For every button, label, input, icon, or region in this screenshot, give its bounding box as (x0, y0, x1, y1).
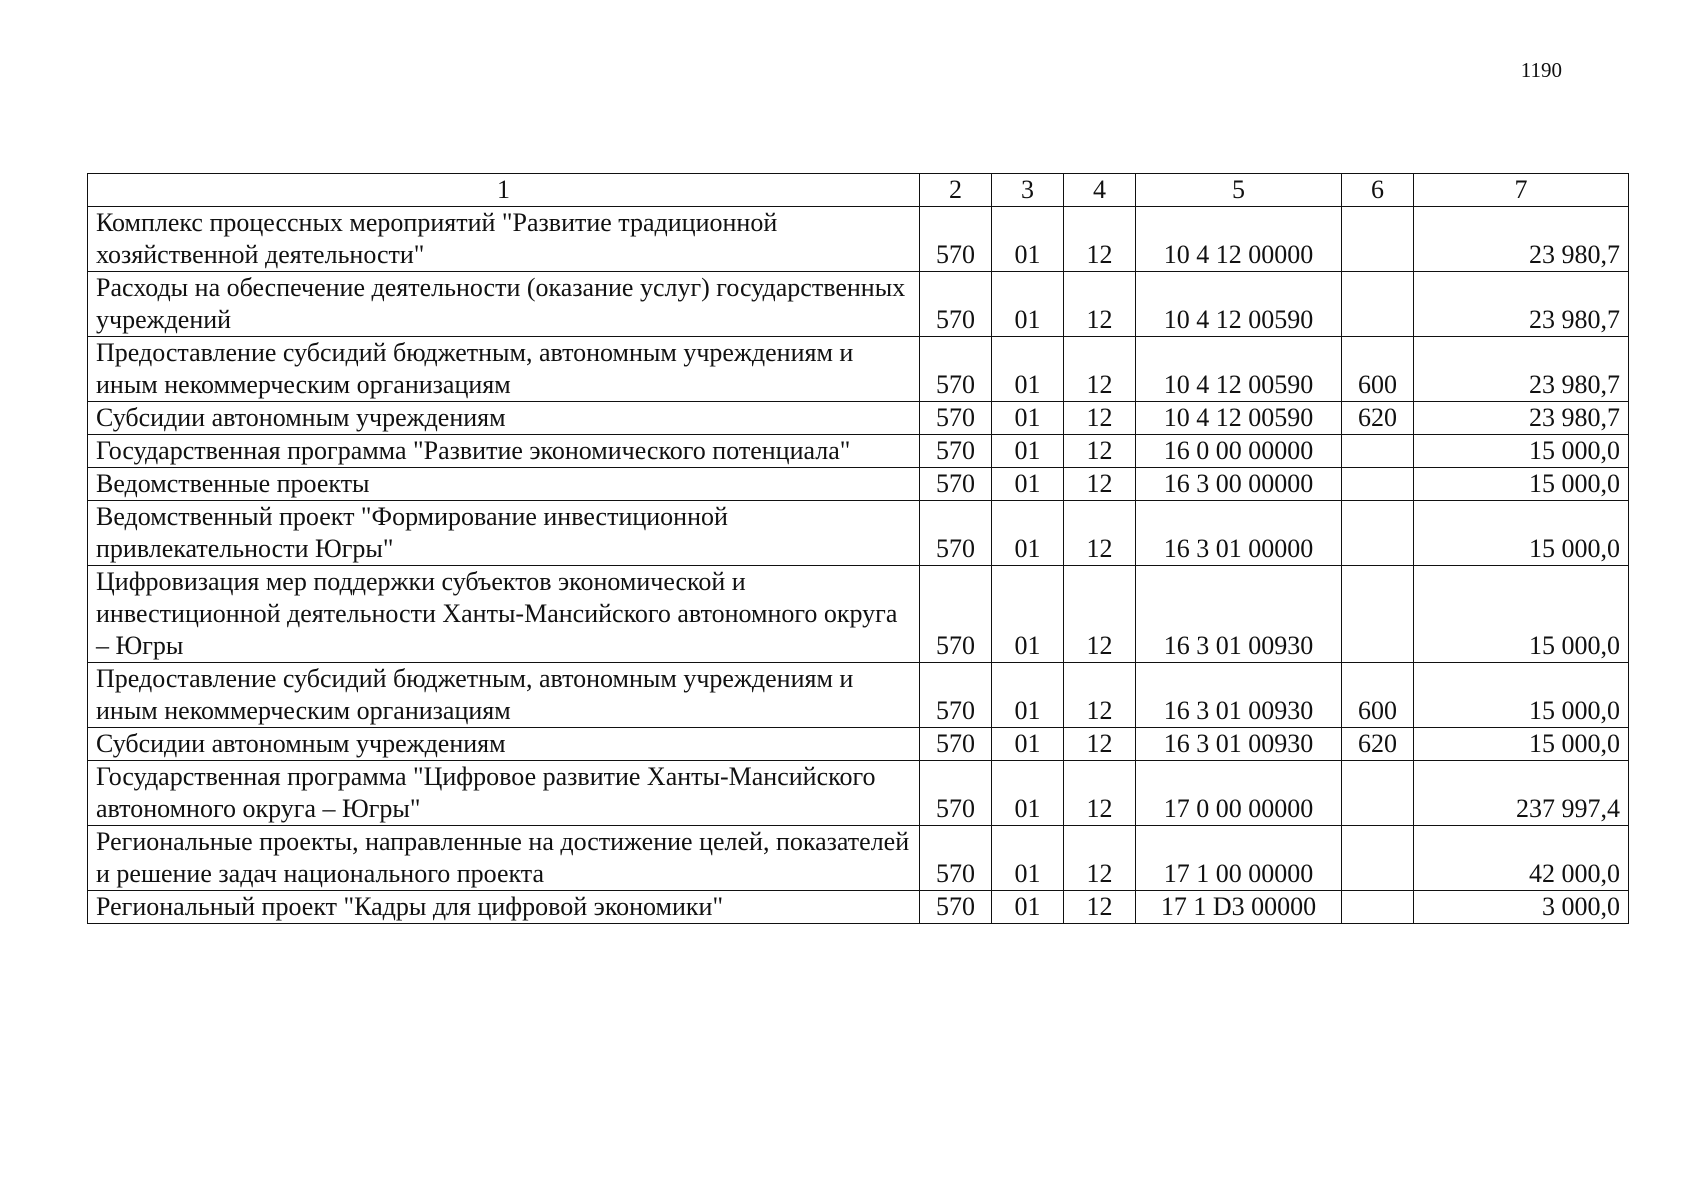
cell-amount: 15 000,0 (1414, 728, 1629, 761)
table-row (88, 663, 1629, 728)
cell-amount: 3 000,0 (1414, 891, 1629, 924)
cell-col-3: 01 (992, 207, 1064, 272)
column-header: 1 (88, 174, 920, 207)
cell-col-2: 570 (920, 435, 992, 468)
cell-amount: 23 980,7 (1414, 207, 1629, 272)
column-header: 2 (920, 174, 992, 207)
cell-col-4: 12 (1064, 566, 1136, 663)
cell-col-4: 12 (1064, 435, 1136, 468)
cell-col-5: 10 4 12 00590 (1136, 272, 1342, 337)
cell-col-3: 01 (992, 761, 1064, 826)
table-row (88, 891, 1629, 924)
cell-amount: 23 980,7 (1414, 337, 1629, 402)
column-header: 3 (992, 174, 1064, 207)
cell-col-3: 01 (992, 402, 1064, 435)
cell-col-4: 12 (1064, 501, 1136, 566)
cell-col-3: 01 (992, 826, 1064, 891)
row-name: Региональный проект "Кадры для цифровой экономики" (88, 891, 920, 924)
cell-col-5: 17 1 00 00000 (1136, 826, 1342, 891)
cell-col-5: 16 3 01 00930 (1136, 728, 1342, 761)
row-name: Расходы на обеспечение деятельности (оказание услуг) государственных учреждений (88, 272, 920, 337)
cell-col-2: 570 (920, 663, 992, 728)
cell-col-5: 16 3 01 00000 (1136, 501, 1342, 566)
row-name: Цифровизация мер поддержки субъектов экономической и инвестиционной деятельности Ханты-Мансийского автономного округа – Югры (88, 566, 920, 663)
cell-amount: 42 000,0 (1414, 826, 1629, 891)
cell-col-6 (1342, 501, 1414, 566)
row-name: Государственная программа "Цифровое развитие Ханты-Мансийского автономного округа – Югры" (88, 761, 920, 826)
cell-col-4: 12 (1064, 468, 1136, 501)
budget-table (87, 173, 1629, 924)
cell-col-4: 12 (1064, 402, 1136, 435)
header-row (88, 174, 1629, 207)
cell-col-6 (1342, 891, 1414, 924)
table-row (88, 337, 1629, 402)
table-row (88, 566, 1629, 663)
row-name: Региональные проекты, направленные на достижение целей, показателей и решение задач национального проекта (88, 826, 920, 891)
table-row (88, 826, 1629, 891)
cell-amount: 15 000,0 (1414, 663, 1629, 728)
row-name: Ведомственный проект "Формирование инвестиционной привлекательности Югры" (88, 501, 920, 566)
cell-amount: 15 000,0 (1414, 468, 1629, 501)
cell-col-4: 12 (1064, 728, 1136, 761)
cell-col-3: 01 (992, 501, 1064, 566)
cell-col-4: 12 (1064, 761, 1136, 826)
cell-col-5: 16 3 01 00930 (1136, 566, 1342, 663)
table-row (88, 468, 1629, 501)
cell-col-3: 01 (992, 435, 1064, 468)
cell-amount: 15 000,0 (1414, 566, 1629, 663)
table-row (88, 761, 1629, 826)
cell-col-2: 570 (920, 402, 992, 435)
column-header: 4 (1064, 174, 1136, 207)
column-header: 7 (1414, 174, 1629, 207)
row-name: Предоставление субсидий бюджетным, автономным учреждениям и иным некоммерческим организациям (88, 337, 920, 402)
cell-col-6 (1342, 761, 1414, 826)
cell-amount: 23 980,7 (1414, 272, 1629, 337)
table-row (88, 207, 1629, 272)
cell-col-5: 10 4 12 00590 (1136, 402, 1342, 435)
row-name: Субсидии автономным учреждениям (88, 402, 920, 435)
table-row (88, 728, 1629, 761)
table-row (88, 435, 1629, 468)
cell-col-2: 570 (920, 272, 992, 337)
cell-col-5: 10 4 12 00590 (1136, 337, 1342, 402)
cell-col-6: 600 (1342, 337, 1414, 402)
cell-col-2: 570 (920, 566, 992, 663)
cell-amount: 237 997,4 (1414, 761, 1629, 826)
cell-col-3: 01 (992, 468, 1064, 501)
cell-col-4: 12 (1064, 826, 1136, 891)
cell-col-3: 01 (992, 566, 1064, 663)
cell-col-3: 01 (992, 728, 1064, 761)
cell-amount: 23 980,7 (1414, 402, 1629, 435)
table-row (88, 402, 1629, 435)
row-name: Комплекс процессных мероприятий "Развитие традиционной хозяйственной деятельности" (88, 207, 920, 272)
table-row (88, 501, 1629, 566)
cell-col-4: 12 (1064, 663, 1136, 728)
cell-col-3: 01 (992, 663, 1064, 728)
cell-col-3: 01 (992, 272, 1064, 337)
cell-col-2: 570 (920, 207, 992, 272)
row-name: Государственная программа "Развитие экономического потенциала" (88, 435, 920, 468)
column-header: 5 (1136, 174, 1342, 207)
cell-col-2: 570 (920, 826, 992, 891)
row-name: Предоставление субсидий бюджетным, автономным учреждениям и иным некоммерческим организациям (88, 663, 920, 728)
cell-col-6 (1342, 566, 1414, 663)
cell-col-5: 10 4 12 00000 (1136, 207, 1342, 272)
cell-col-6 (1342, 207, 1414, 272)
cell-col-4: 12 (1064, 207, 1136, 272)
cell-col-2: 570 (920, 337, 992, 402)
cell-col-5: 16 3 00 00000 (1136, 468, 1342, 501)
cell-col-6 (1342, 435, 1414, 468)
cell-col-5: 16 0 00 00000 (1136, 435, 1342, 468)
cell-col-2: 570 (920, 891, 992, 924)
cell-col-5: 17 0 00 00000 (1136, 761, 1342, 826)
cell-col-6: 620 (1342, 728, 1414, 761)
cell-col-4: 12 (1064, 891, 1136, 924)
cell-col-5: 16 3 01 00930 (1136, 663, 1342, 728)
cell-col-3: 01 (992, 337, 1064, 402)
cell-col-5: 17 1 D3 00000 (1136, 891, 1342, 924)
cell-col-2: 570 (920, 468, 992, 501)
cell-col-2: 570 (920, 761, 992, 826)
cell-col-6 (1342, 468, 1414, 501)
cell-col-6 (1342, 826, 1414, 891)
page-number: 1190 (1520, 58, 1562, 82)
cell-col-6: 600 (1342, 663, 1414, 728)
cell-amount: 15 000,0 (1414, 435, 1629, 468)
cell-col-4: 12 (1064, 272, 1136, 337)
cell-col-2: 570 (920, 501, 992, 566)
row-name: Ведомственные проекты (88, 468, 920, 501)
table-row (88, 272, 1629, 337)
cell-col-6 (1342, 272, 1414, 337)
cell-col-2: 570 (920, 728, 992, 761)
column-header: 6 (1342, 174, 1414, 207)
row-name: Субсидии автономным учреждениям (88, 728, 920, 761)
cell-amount: 15 000,0 (1414, 501, 1629, 566)
cell-col-4: 12 (1064, 337, 1136, 402)
cell-col-3: 01 (992, 891, 1064, 924)
cell-col-6: 620 (1342, 402, 1414, 435)
